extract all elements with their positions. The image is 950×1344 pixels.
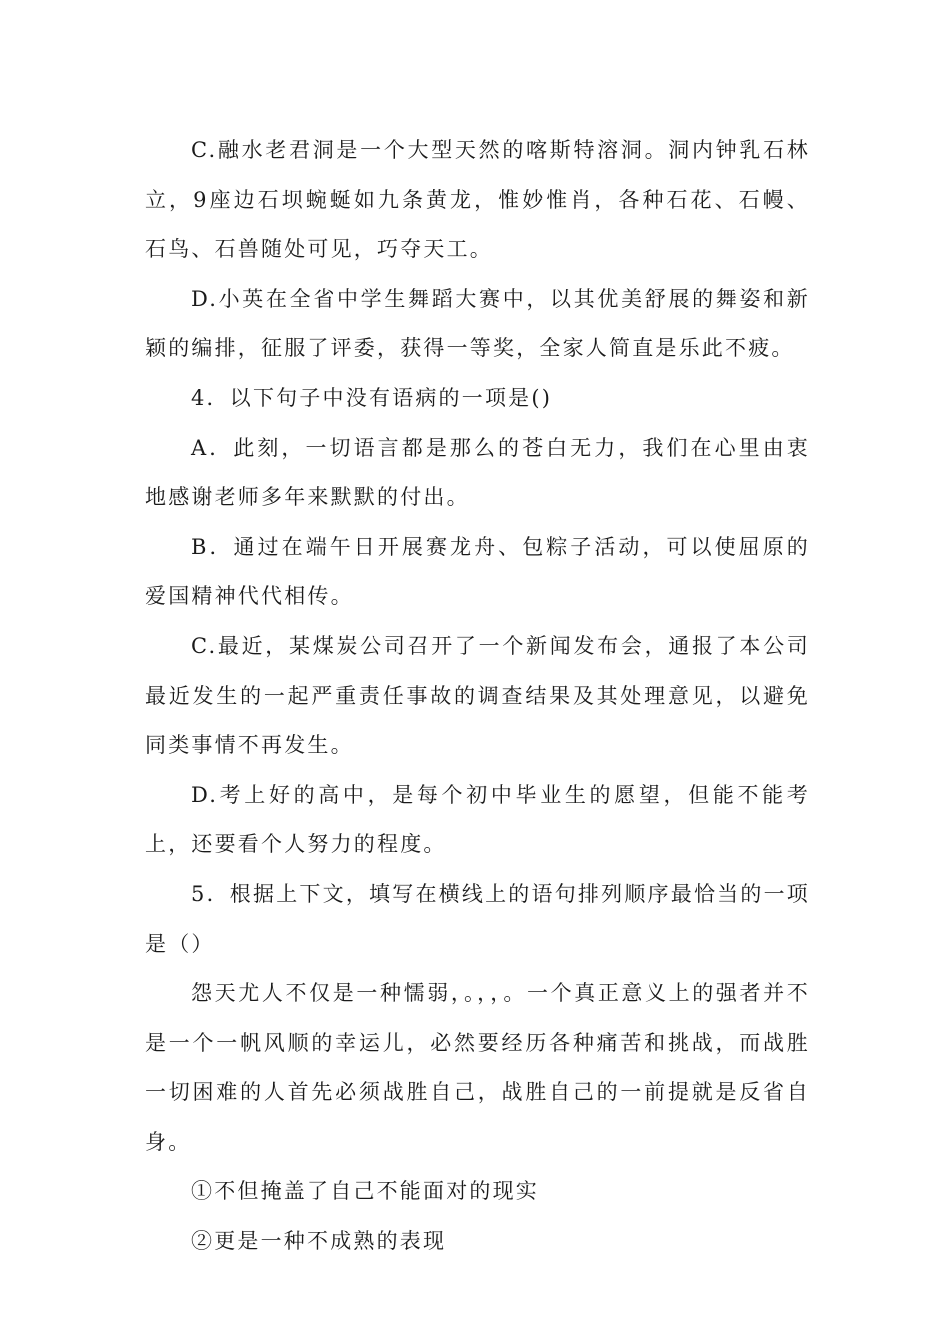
question-4-stem: 4．以下句子中没有语病的一项是() — [191, 385, 553, 410]
q4-option-d: D.考上好的高中，是每个初中毕业生的愿望，但能不能考上，还要看个人努力的程度。 — [145, 782, 810, 857]
q5-sentence-2: ②更是一种不成熟的表现 — [191, 1229, 447, 1254]
q5-sentence-1: ①不但掩盖了自己不能面对的现实 — [191, 1179, 539, 1204]
q4-option-a: A．此刻，一切语言都是那么的苍白无力，我们在心里由衷地感谢老师多年来默默的付出。 — [145, 435, 810, 510]
q3-option-c: C.融水老君洞是一个大型天然的喀斯特溶洞。洞内钟乳石林立，9座边石坝蜿蜒如九条黄龙，惟妙惟肖，各种石花、石幔、石鸟、石兽随处可见，巧夺天工。 — [145, 138, 810, 262]
q4-option-b: B．通过在端午日开展赛龙舟、包粽子活动，可以使屈原的爱国精神代代相传。 — [145, 534, 810, 609]
q3-option-d: D.小英在全省中学生舞蹈大赛中，以其优美舒展的舞姿和新颖的编排，征服了评委，获得一等奖，全家人简直是乐此不疲。 — [145, 286, 810, 361]
question-5-stem: 5．根据上下文，填写在横线上的语句排列顺序最恰当的一项是（） — [145, 881, 810, 956]
document-body — [145, 126, 810, 1267]
q5-passage: 怨天尤人不仅是一种懦弱，。，，。一个真正意义上的强者并不是一个一帆风顺的幸运儿，必然要经历各种痛苦和挑战，而战胜一切困难的人首先必须战胜自己，战胜自己的一前提就是反省自身。 — [145, 981, 810, 1154]
q4-option-c: C.最近，某煤炭公司召开了一个新闻发布会，通报了本公司最近发生的一起严重责任事故的调查结果及其处理意见，以避免同类事情不再发生。 — [145, 633, 810, 758]
